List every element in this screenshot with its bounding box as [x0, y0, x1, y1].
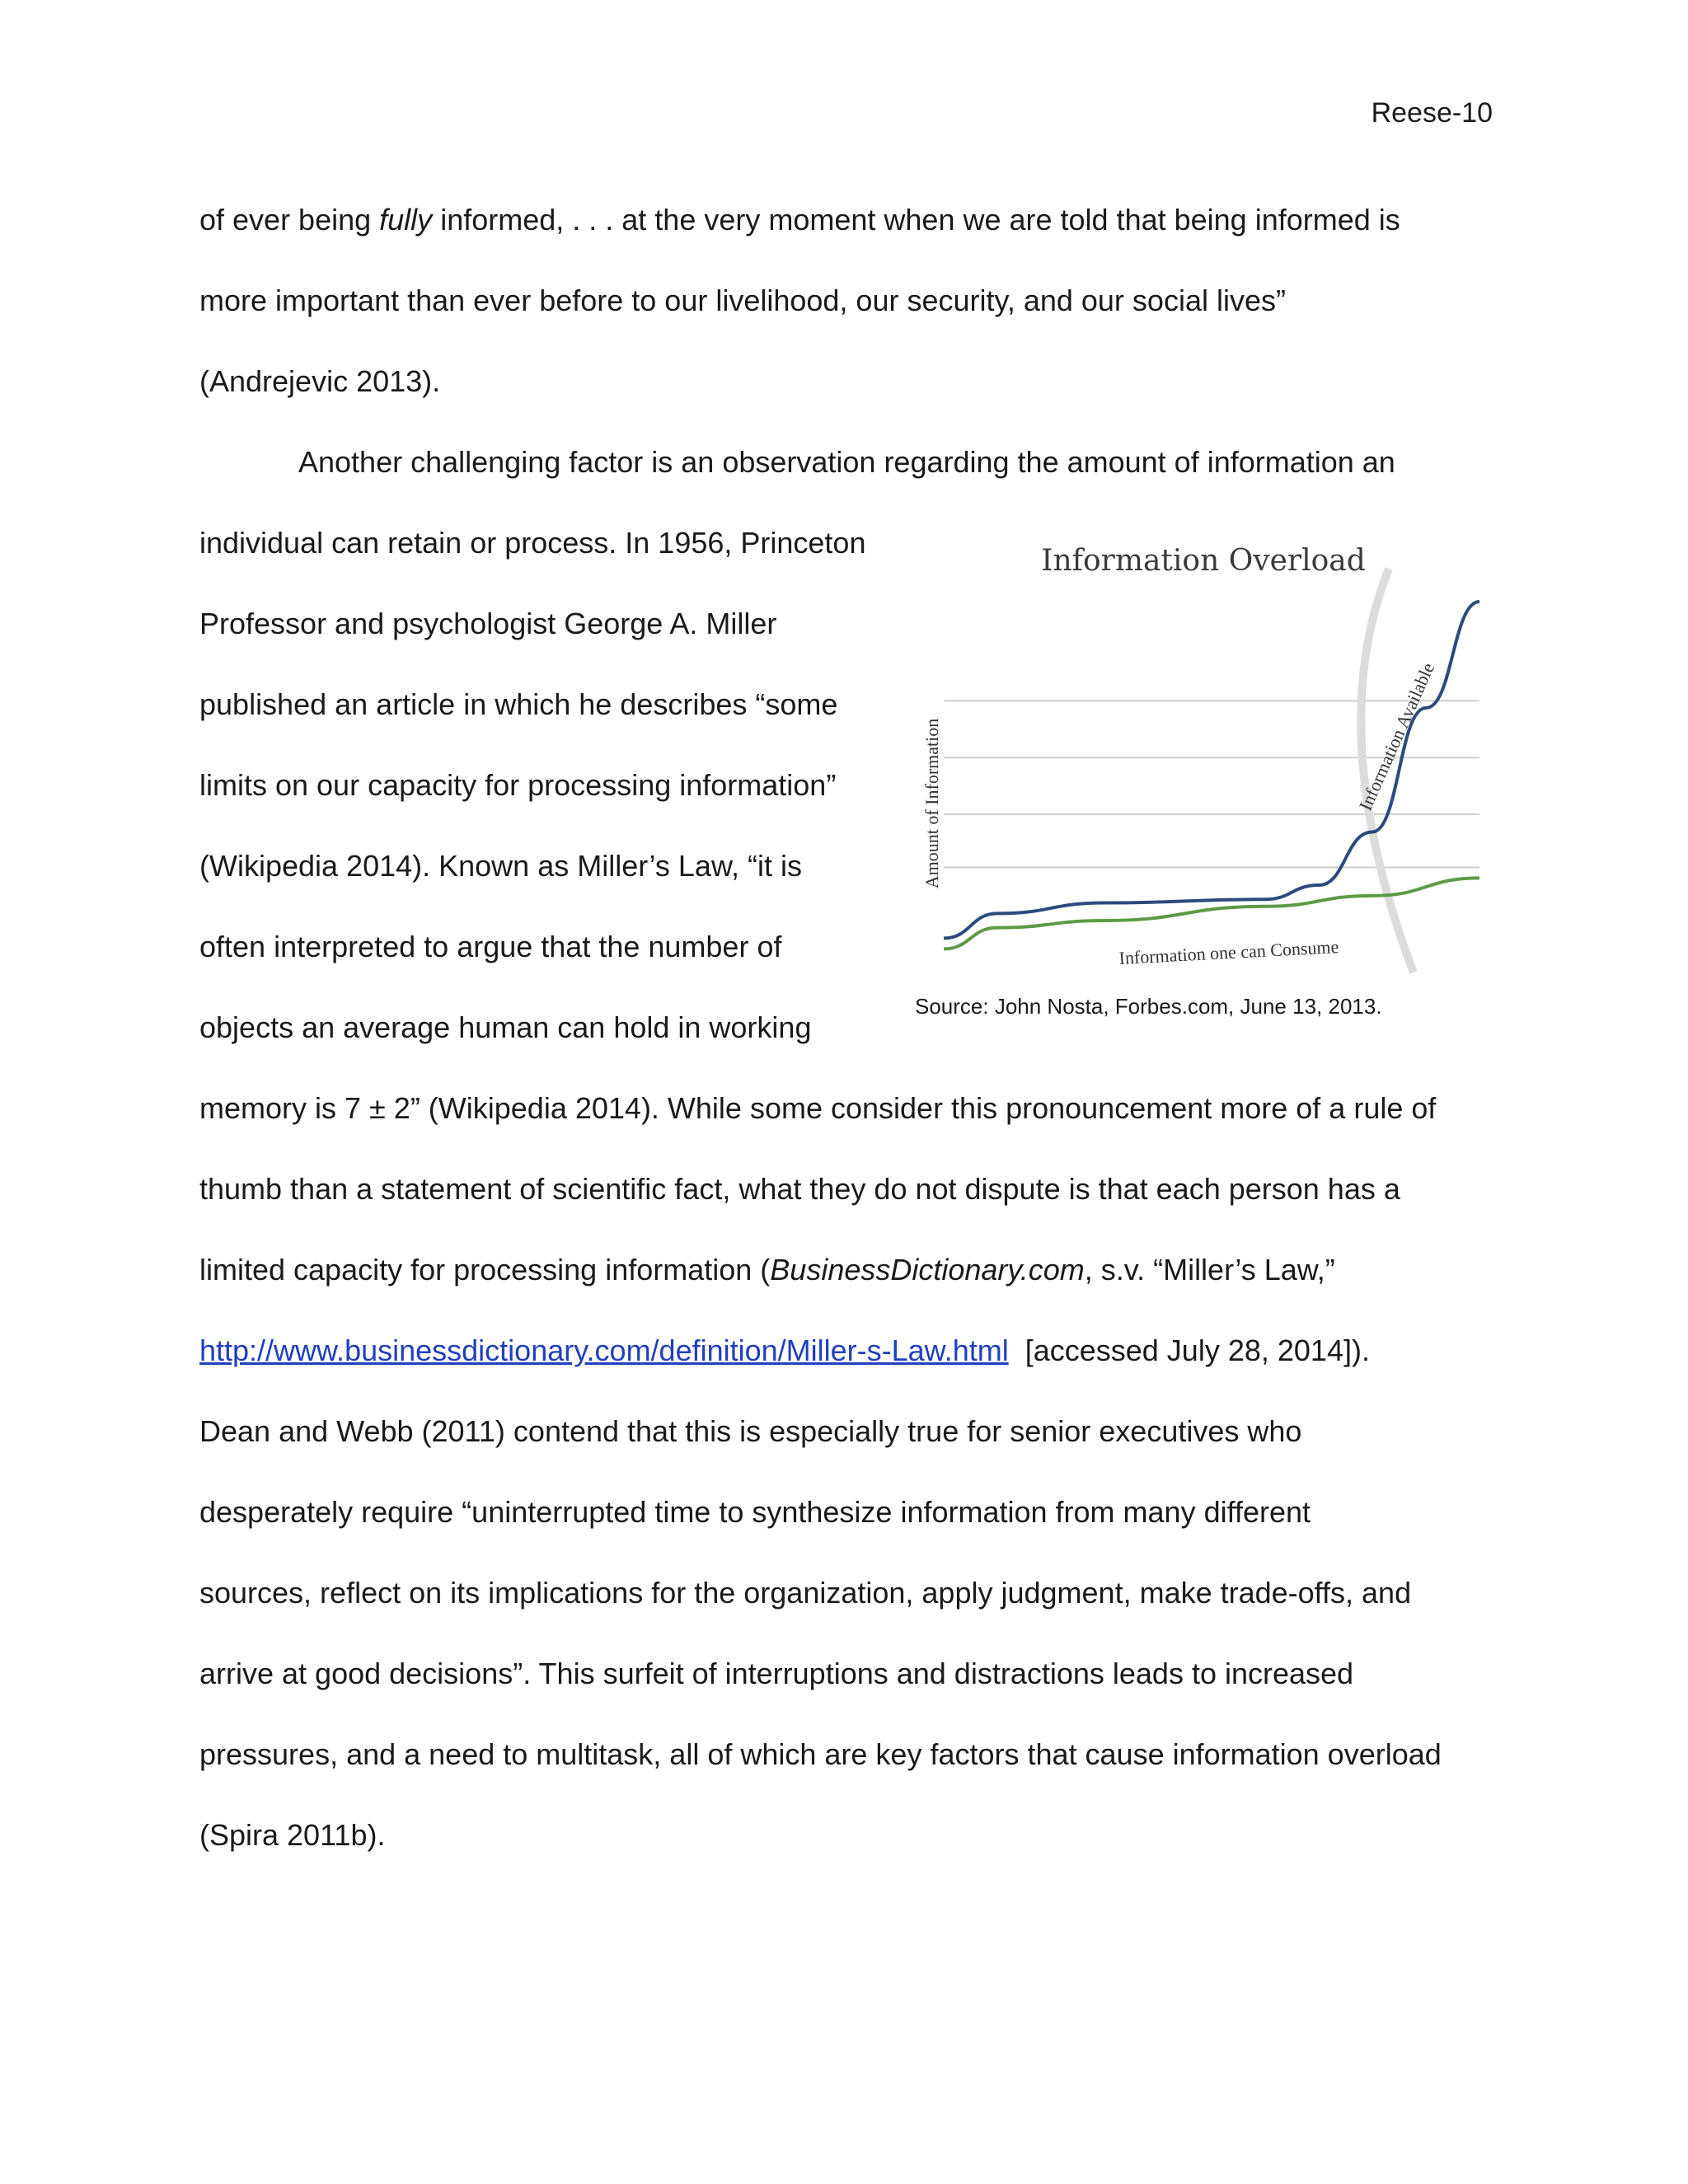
information-overload-chart: [911, 527, 1504, 989]
text-segment: limited capacity for processing information (: [199, 1253, 771, 1286]
chart-title: Information Overload: [1041, 544, 1366, 578]
text-segment: [accessed July 28, 2014]).: [1025, 1333, 1370, 1367]
series-label-consume: Information one can Consume: [1118, 936, 1339, 968]
text-line: Dean and Webb (2011) contend that this is especially true for senior executives who: [199, 1414, 1302, 1448]
text-line: [199, 1333, 1370, 1369]
text-line: (Andrejevic 2013).: [199, 364, 441, 398]
text-line: published an article in which he describes “some: [199, 687, 838, 721]
italic-text: BusinessDictionary.com: [770, 1253, 1085, 1286]
paragraph-first-line: Another challenging factor is an observation regarding the amount of information an: [298, 445, 1395, 479]
series-label-available: Information Available: [1354, 659, 1439, 814]
text-line: [199, 1252, 1335, 1288]
text-segment: informed, . . . at the very moment when we are told that being informed is: [432, 203, 1400, 237]
text-line: often interpreted to argue that the number of: [199, 930, 782, 963]
text-line: Professor and psychologist George A. Miller: [199, 607, 777, 640]
y-axis-label: Amount of Information: [921, 718, 942, 889]
text-line: [199, 202, 1400, 238]
text-line: (Spira 2011b).: [199, 1818, 386, 1852]
text-line: (Wikipedia 2014). Known as Miller’s Law, “it is: [199, 849, 802, 883]
text-line: arrive at good decisions”. This surfeit of interruptions and distractions leads to increased: [199, 1657, 1354, 1690]
italic-text: fully: [379, 203, 433, 237]
text-line: pressures, and a need to multitask, all of which are key factors that cause information overload: [199, 1737, 1442, 1771]
text-segment: , s.v. “Miller’s Law,”: [1084, 1253, 1335, 1286]
text-line: sources, reflect on its implications for the organization, apply judgment, make trade-offs, and: [199, 1576, 1412, 1610]
text-line: more important than ever before to our livelihood, our security, and our social lives”: [199, 284, 1286, 317]
page-header: Reese-10: [1371, 97, 1493, 129]
text-segment: of ever being: [199, 203, 380, 237]
reference-link[interactable]: http://www.businessdictionary.com/definition/Miller-s-Law.html: [199, 1333, 1009, 1367]
text-line: objects an average human can hold in working: [199, 1010, 812, 1044]
figure-caption: Source: John Nosta, Forbes.com, June 13, 2013.: [915, 994, 1382, 1019]
text-line: limits on our capacity for processing information”: [199, 768, 837, 802]
text-line: thumb than a statement of scientific fact, what they do not dispute is that each person has a: [199, 1172, 1400, 1206]
chart-series-group: [944, 602, 1479, 949]
text-line: memory is 7 ± 2” (Wikipedia 2014). While some consider this pronouncement more of a rule of: [199, 1091, 1437, 1125]
series-line-information-available: [944, 602, 1479, 939]
text-line: desperately require “uninterrupted time to synthesize information from many different: [199, 1495, 1311, 1529]
text-line: individual can retain or process. In 1956, Princeton: [199, 526, 866, 560]
